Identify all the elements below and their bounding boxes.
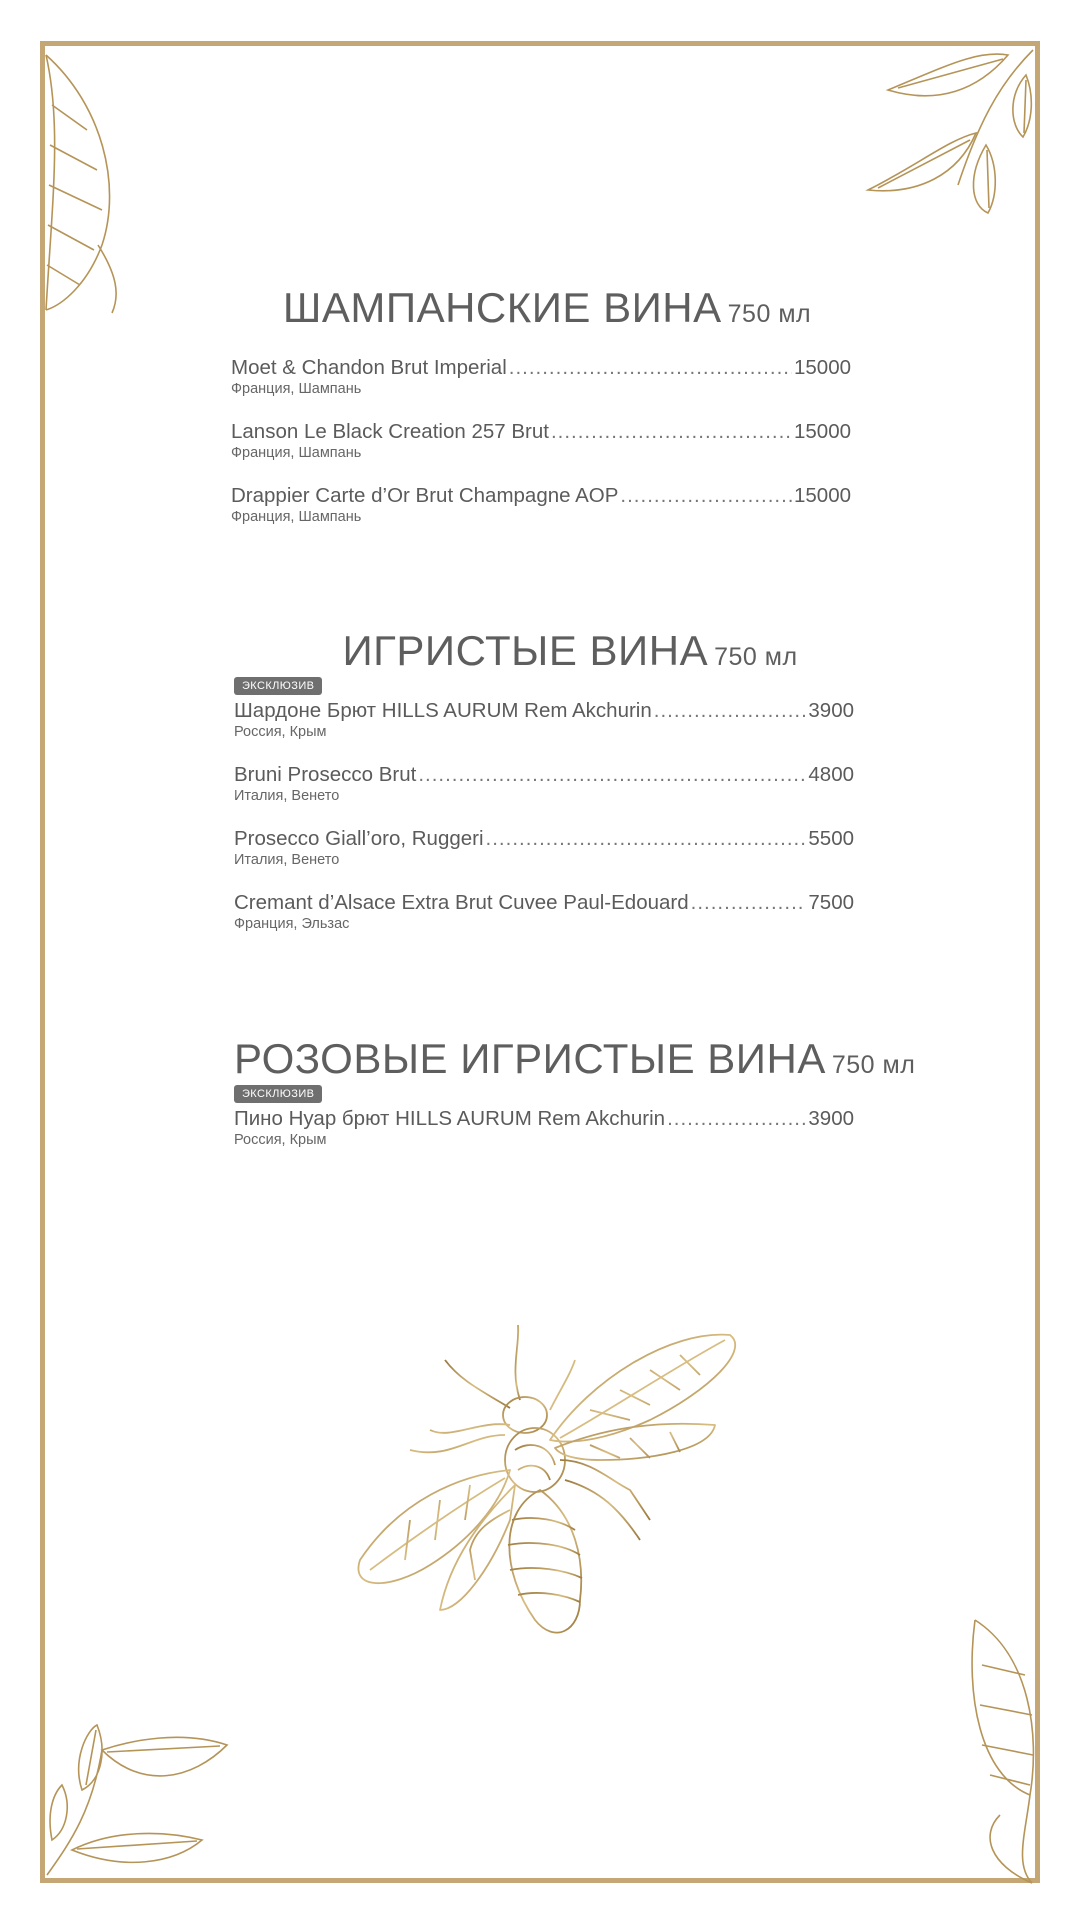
- item-price: 15000: [793, 484, 851, 507]
- list-item: [231, 484, 851, 525]
- item-origin: Россия, Крым: [234, 1132, 327, 1148]
- item-name: Prosecco Giall’oro, Ruggeri: [234, 827, 484, 850]
- item-origin: Франция, Шампань: [231, 381, 362, 397]
- item-origin: Италия, Венето: [234, 788, 340, 804]
- leaf-bottom-right-icon: [970, 1615, 1040, 1885]
- item-origin: Италия, Венето: [234, 852, 340, 868]
- dot-leader: [486, 827, 807, 851]
- section-title-text: ШАМПАНСКИЕ ВИНА: [282, 284, 722, 331]
- item-price: 15000: [793, 356, 851, 379]
- dot-leader: [551, 420, 792, 444]
- list-item: [231, 356, 851, 397]
- item-origin: Россия, Крым: [234, 724, 327, 740]
- item-origin: Франция, Шампань: [231, 509, 362, 525]
- section-volume: 750 мл: [831, 1051, 916, 1079]
- item-name: Cremant d’Alsace Extra Brut Cuvee Paul-Edouard: [234, 891, 689, 914]
- item-price: 15000: [793, 420, 851, 443]
- item-price: 3900: [808, 699, 854, 722]
- exclusive-badge: ЭКСКЛЮЗИВ: [234, 677, 322, 695]
- item-price: 3900: [808, 1107, 854, 1130]
- section-volume: 750 мл: [714, 643, 798, 671]
- dot-leader: [620, 484, 792, 508]
- item-name: Lanson Le Black Creation 257 Brut: [231, 420, 549, 443]
- item-price: 4800: [808, 763, 854, 786]
- exclusive-badge: ЭКСКЛЮЗИВ: [234, 1085, 322, 1103]
- item-origin: Франция, Шампань: [231, 445, 362, 461]
- leaf-bottom-left-icon: [42, 1720, 232, 1880]
- dot-leader: [667, 1107, 806, 1131]
- list-item: [234, 891, 854, 932]
- leaf-top-right-icon: [858, 45, 1038, 215]
- section-title-rose-sparkling: [234, 1035, 915, 1083]
- item-price: 5500: [808, 827, 854, 850]
- list-item: [234, 1107, 854, 1148]
- dot-leader: [418, 763, 806, 787]
- section-title-champagne: [0, 284, 1080, 332]
- list-item: [231, 420, 851, 461]
- list-item: [234, 763, 854, 804]
- dot-leader: [654, 699, 807, 723]
- dot-leader: [691, 891, 807, 915]
- section-volume: 750 мл: [727, 300, 812, 328]
- section-title-text: ИГРИСТЫЕ ВИНА: [342, 627, 709, 674]
- section-title-text: РОЗОВЫЕ ИГРИСТЫЕ ВИНА: [234, 1035, 826, 1082]
- item-name: Drappier Carte d’Or Brut Champagne AOP: [231, 484, 619, 507]
- bee-illustration-icon: [350, 1320, 740, 1640]
- list-item: [234, 827, 854, 868]
- item-origin: Франция, Эльзас: [234, 916, 350, 932]
- list-item: [234, 699, 854, 740]
- item-price: 7500: [808, 891, 854, 914]
- item-name: Moet & Chandon Brut Imperial: [231, 356, 507, 379]
- item-name: Шардоне Брют HILLS AURUM Rem Akchurin: [234, 699, 652, 722]
- item-name: Пино Нуар брют HILLS AURUM Rem Akchurin: [234, 1107, 666, 1130]
- dot-leader: [509, 356, 792, 380]
- section-title-sparkling: [0, 627, 1080, 675]
- leaf-top-left-icon: [42, 45, 122, 315]
- item-name: Bruni Prosecco Brut: [234, 763, 417, 786]
